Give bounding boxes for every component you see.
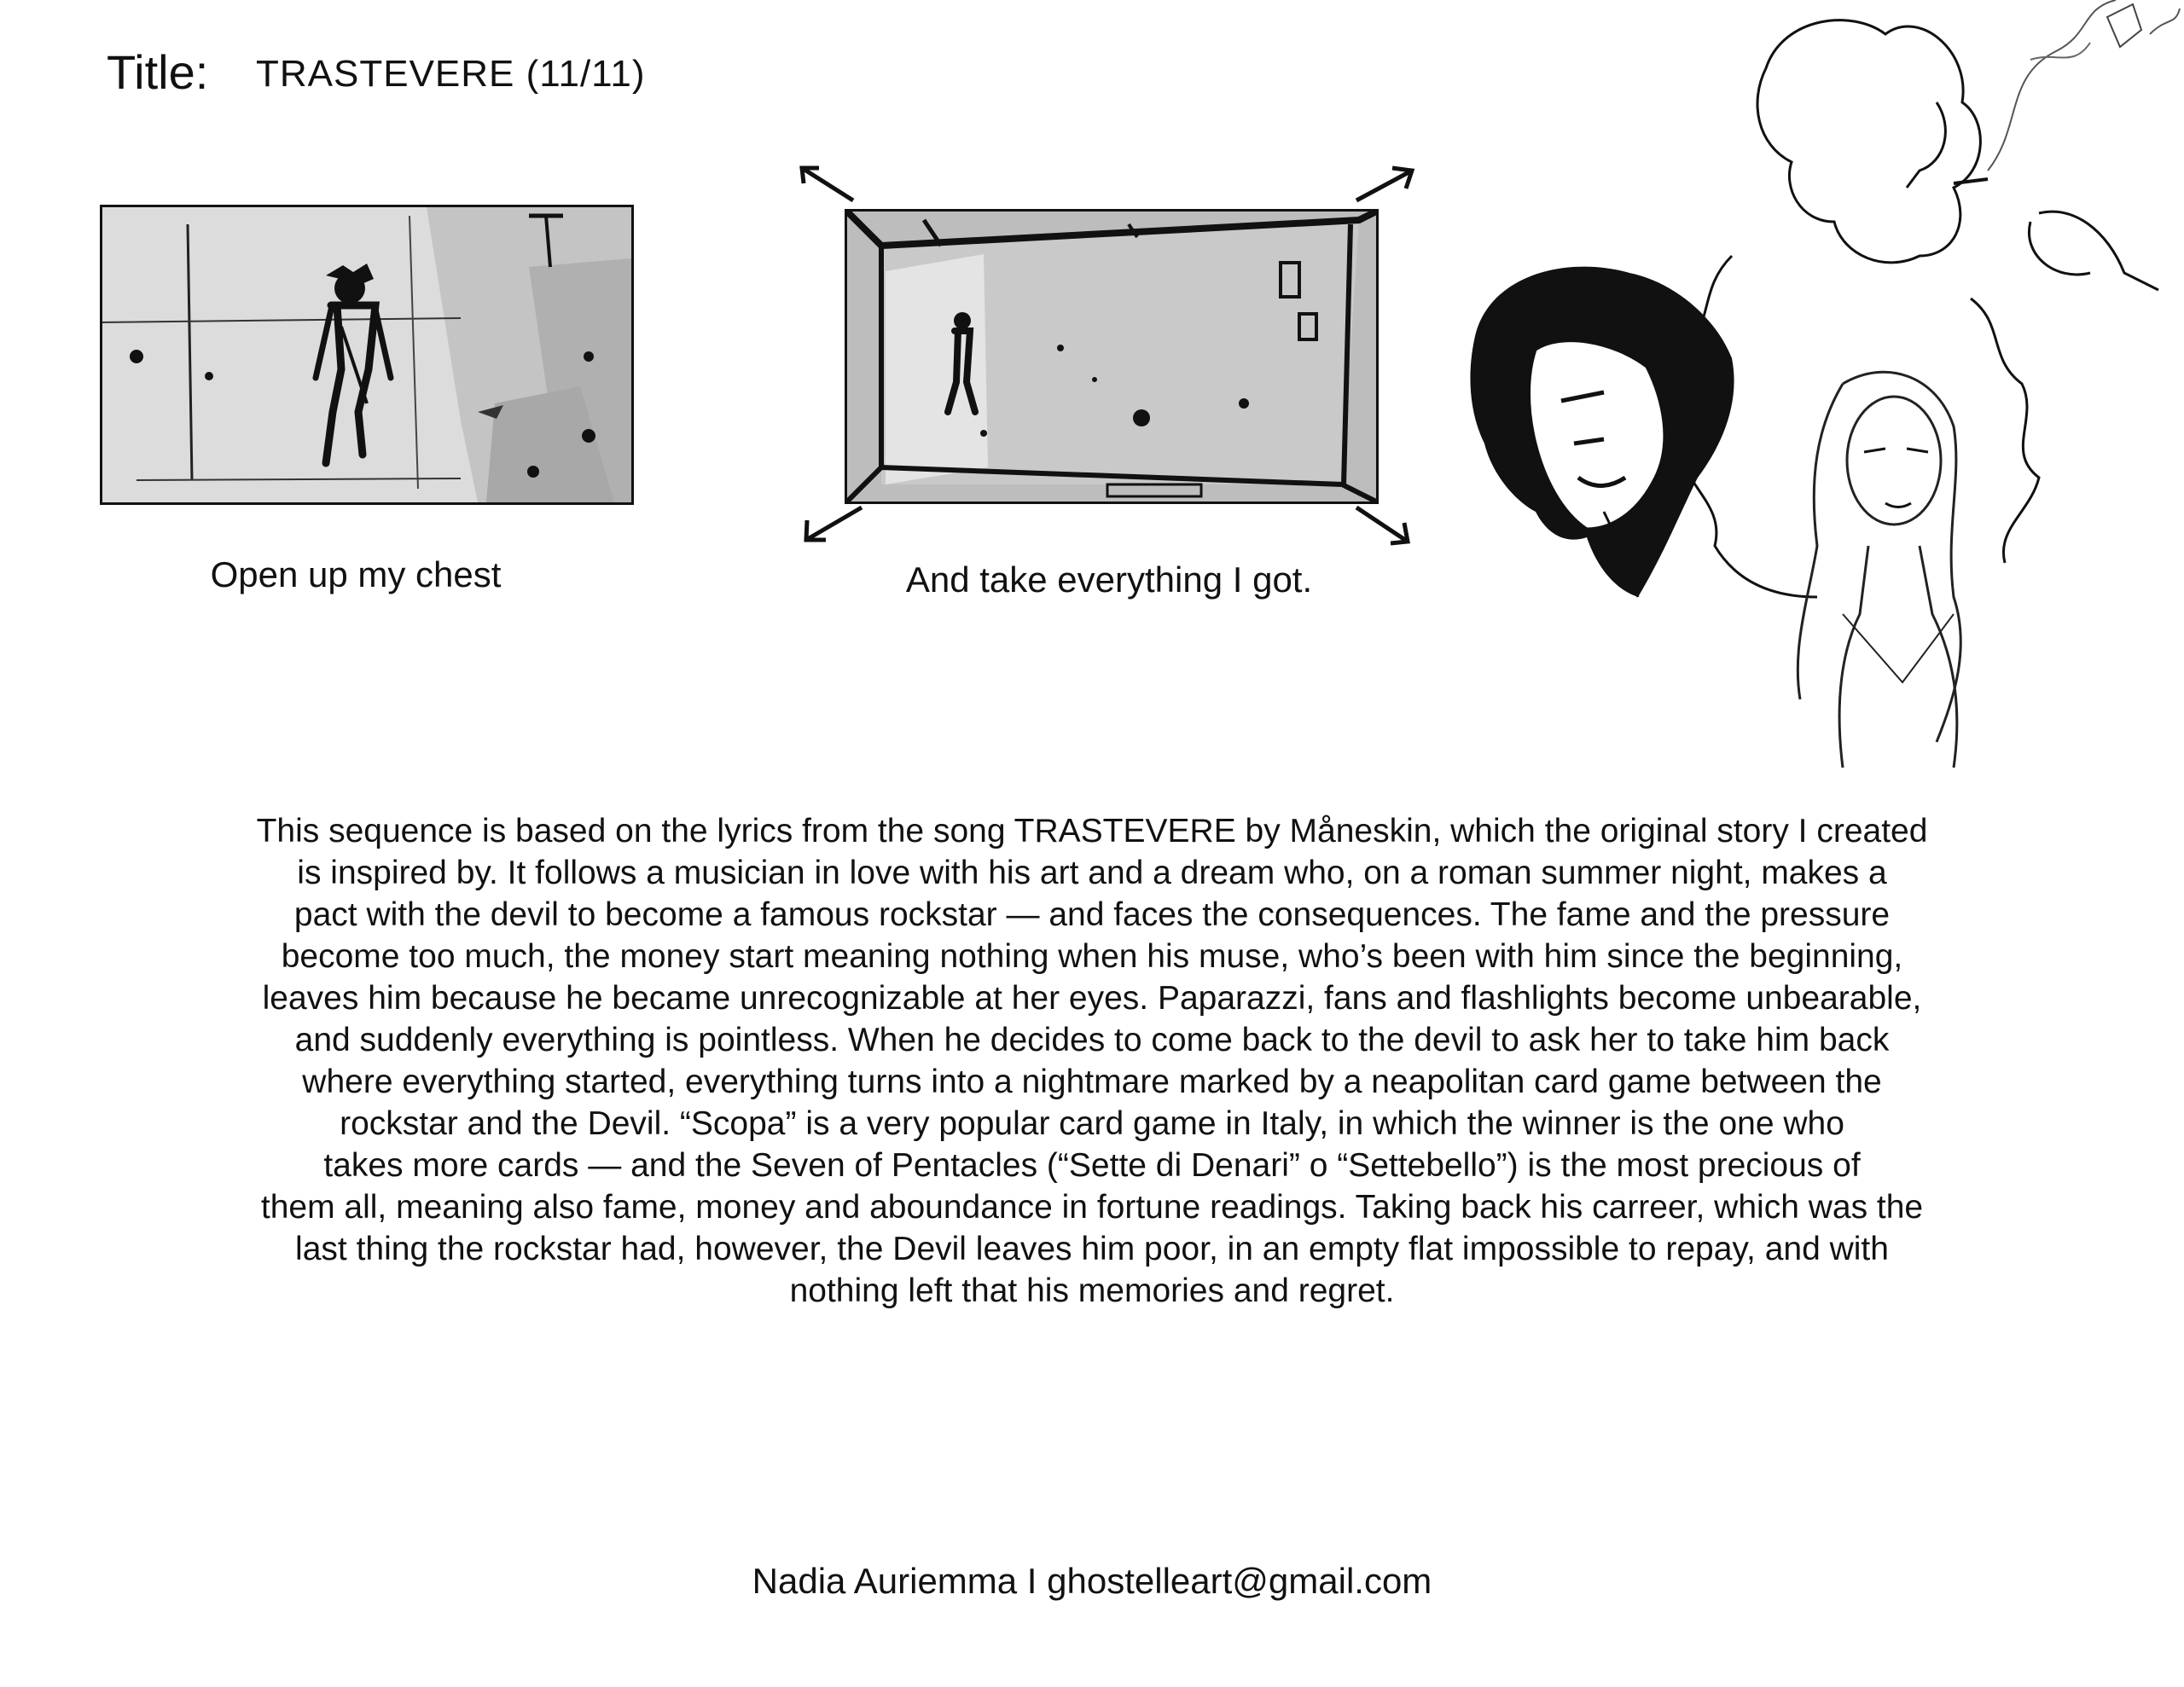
description-line: leaves him because he became unrecognizable at her eyes. Paparazzi, fans and flashlights become unbearable,: [262, 980, 1922, 1017]
description-text: [111, 810, 2073, 1312]
description-line: become too much, the money start meaning nothing when his muse, who’s been with him since the beginning,: [281, 938, 1903, 975]
description-line: where everything started, everything turns into a nightmare marked by a neapolitan card game between the: [302, 1064, 1882, 1100]
description-line: This sequence is based on the lyrics from the song TRASTEVERE by Måneskin, which the original story I created: [256, 813, 1928, 849]
panel-2-sketch: [847, 212, 1376, 501]
description-line: takes more cards — and the Seven of Pentacles (“Sette di Denari” o “Settebello”) is the most precious of: [323, 1147, 1861, 1184]
description-line: and suddenly everything is pointless. When he decides to come back to the devil to ask her to take him back: [294, 1022, 1890, 1058]
page-title: TRASTEVERE (11/11): [256, 53, 646, 95]
panel-1-sketch: [102, 207, 631, 502]
description-line: rockstar and the Devil. “Scopa” is a very popular card game in Italy, in which the winner is the one who: [340, 1105, 1844, 1142]
author-credit: Nadia Auriemma I ghostelleart@gmail.com: [752, 1561, 1432, 1601]
description-line: is inspired by. It follows a musician in love with his art and a dream who, on a roman summer night, makes a: [297, 855, 1887, 891]
title-label: Title:: [107, 45, 209, 99]
description-line: last thing the rockstar had, however, the Devil leaves him poor, in an empty flat impossible to repay, and with: [295, 1231, 1889, 1267]
storyboard-panel-1: [100, 205, 634, 505]
description-line: nothing left that his memories and regret.: [789, 1272, 1395, 1309]
panel-1-caption: Open up my chest: [210, 554, 502, 594]
description-line: pact with the devil to become a famous rockstar — and faces the consequences. The fame and the pressure: [293, 896, 1891, 933]
storyboard-panel-2: [845, 209, 1379, 504]
panel-2-caption: And take everything I got.: [905, 559, 1313, 600]
character-illustration: [1442, 0, 2184, 776]
description-line: them all, meaning also fame, money and aboundance in fortune readings. Taking back his carreer, which was the: [260, 1189, 1924, 1226]
